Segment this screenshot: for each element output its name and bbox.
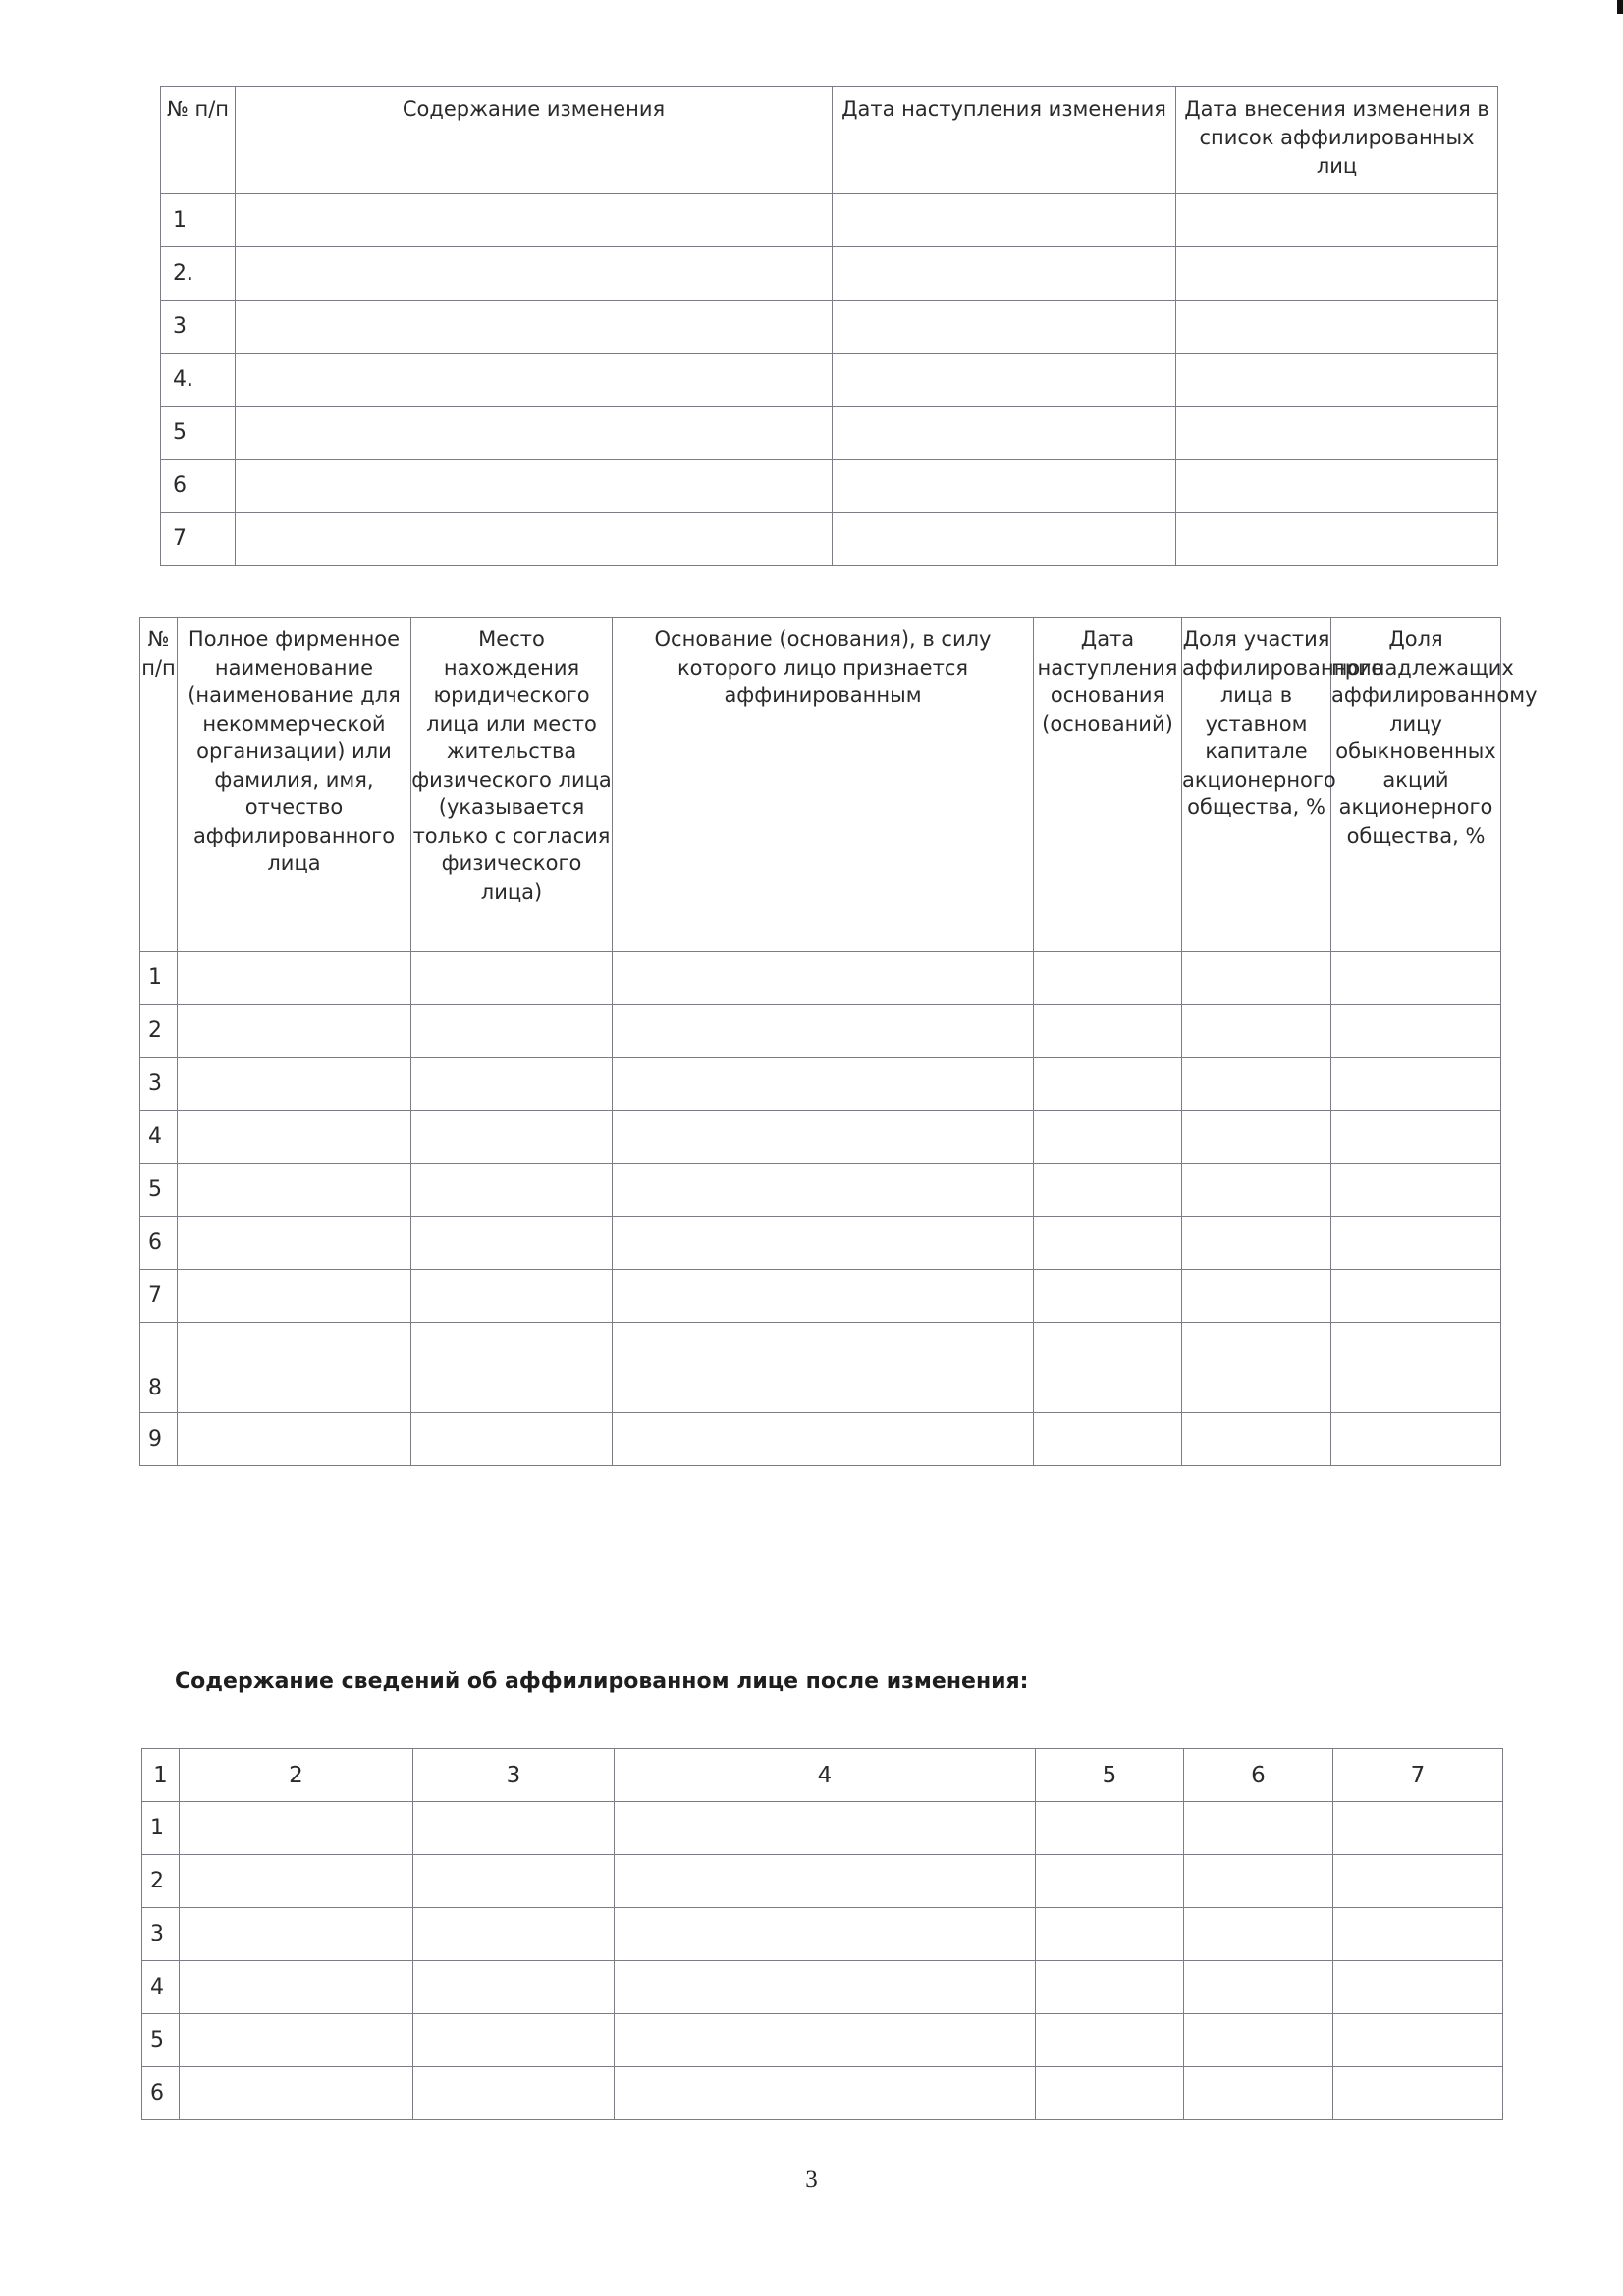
row-number: 4.	[161, 354, 236, 407]
row-number: 3	[161, 301, 236, 354]
row-number: 8	[140, 1323, 178, 1413]
header-basis-date: Дата наступления основания (оснований)	[1034, 618, 1182, 952]
table-row	[140, 952, 1501, 1005]
cell-basis-date[interactable]	[1034, 1270, 1182, 1323]
cell-capital-share[interactable]	[1184, 2014, 1333, 2067]
cell-shares-share[interactable]	[1333, 2067, 1503, 2120]
row-number: 9	[140, 1413, 178, 1466]
cell-basis[interactable]	[613, 1217, 1034, 1270]
cell-change-content[interactable]	[236, 460, 833, 513]
affiliate-before-table	[139, 617, 1538, 1466]
cell-full-name[interactable]	[180, 2067, 413, 2120]
cell-location[interactable]	[411, 1005, 613, 1058]
header-entry-date: Дата внесения изменения в список аффилированных лиц	[1176, 87, 1498, 194]
cell-basis-date[interactable]	[1034, 952, 1182, 1005]
row-number: 7	[161, 513, 236, 566]
cell-entry-date[interactable]	[1176, 194, 1498, 247]
cell-location[interactable]	[413, 1802, 615, 1855]
cell-full-name[interactable]	[178, 1005, 411, 1058]
header-change-content: Содержание изменения	[236, 87, 833, 194]
table-row	[142, 1908, 1503, 1961]
cell-full-name[interactable]	[180, 1855, 413, 1908]
header-number: № п/п	[161, 87, 236, 194]
cell-location[interactable]	[413, 2067, 615, 2120]
cell-basis-date[interactable]	[1036, 2067, 1184, 2120]
cell-basis-date[interactable]	[1034, 1005, 1182, 1058]
column-number-1: 1	[142, 1749, 180, 1802]
cell-basis[interactable]	[615, 1802, 1036, 1855]
changes-table-header-row	[161, 87, 1498, 194]
row-number: 4	[140, 1111, 178, 1164]
table-row	[140, 1217, 1501, 1270]
cell-entry-date[interactable]	[1176, 301, 1498, 354]
cell-full-name[interactable]	[180, 2014, 413, 2067]
cell-change-date[interactable]	[833, 247, 1176, 301]
row-number: 3	[140, 1058, 178, 1111]
cell-basis[interactable]	[615, 2067, 1036, 2120]
table-row	[140, 1111, 1501, 1164]
cell-shares-share[interactable]	[1331, 1164, 1501, 1217]
cell-basis-date[interactable]	[1034, 1413, 1182, 1466]
cell-shares-share[interactable]	[1333, 1961, 1503, 2014]
cell-location[interactable]	[413, 1855, 615, 1908]
cell-basis[interactable]	[613, 1058, 1034, 1111]
cell-capital-share[interactable]	[1184, 2067, 1333, 2120]
changes-table	[160, 86, 1498, 566]
cell-shares-share[interactable]	[1333, 1855, 1503, 1908]
cell-full-name[interactable]	[178, 1270, 411, 1323]
cell-shares-share[interactable]	[1331, 952, 1501, 1005]
cell-capital-share[interactable]	[1182, 1270, 1331, 1323]
cell-full-name[interactable]	[178, 1217, 411, 1270]
cell-location[interactable]	[413, 1961, 615, 2014]
column-number-4: 4	[615, 1749, 1036, 1802]
table-row	[142, 1855, 1503, 1908]
cell-basis[interactable]	[613, 1270, 1034, 1323]
cell-shares-share[interactable]	[1331, 1111, 1501, 1164]
cell-shares-share[interactable]	[1333, 2014, 1503, 2067]
table-row	[142, 1802, 1503, 1855]
cell-capital-share[interactable]	[1182, 1323, 1331, 1413]
column-number-3: 3	[413, 1749, 615, 1802]
cell-location[interactable]	[411, 1323, 613, 1413]
table-row	[142, 2067, 1503, 2120]
cell-capital-share[interactable]	[1182, 952, 1331, 1005]
cell-basis[interactable]	[615, 1961, 1036, 2014]
cell-full-name[interactable]	[180, 1908, 413, 1961]
cell-location[interactable]	[413, 1908, 615, 1961]
table-row	[142, 2014, 1503, 2067]
cell-capital-share[interactable]	[1184, 1855, 1333, 1908]
table-row	[140, 1270, 1501, 1323]
cell-change-date[interactable]	[833, 513, 1176, 566]
page-number: 3	[805, 2166, 818, 2193]
cell-entry-date[interactable]	[1176, 407, 1498, 460]
cell-basis-date[interactable]	[1034, 1058, 1182, 1111]
cell-basis[interactable]	[613, 1323, 1034, 1413]
cell-shares-share[interactable]	[1331, 1005, 1501, 1058]
cell-location[interactable]	[411, 1164, 613, 1217]
cell-capital-share[interactable]	[1184, 1802, 1333, 1855]
cell-capital-share[interactable]	[1182, 1217, 1331, 1270]
row-number: 7	[140, 1270, 178, 1323]
row-number: 5	[161, 407, 236, 460]
cell-entry-date[interactable]	[1176, 460, 1498, 513]
column-number-7: 7	[1333, 1749, 1503, 1802]
column-number-5: 5	[1036, 1749, 1184, 1802]
table-row	[161, 247, 1498, 301]
cell-location[interactable]	[411, 1111, 613, 1164]
cell-location[interactable]	[411, 1058, 613, 1111]
table-row	[140, 1413, 1501, 1466]
cell-shares-share[interactable]	[1333, 1802, 1503, 1855]
cell-full-name[interactable]	[178, 952, 411, 1005]
cell-basis-date[interactable]	[1036, 2014, 1184, 2067]
cell-location[interactable]	[411, 1413, 613, 1466]
cell-basis[interactable]	[613, 1111, 1034, 1164]
affiliate-after-table	[141, 1748, 1503, 2120]
table-row	[161, 301, 1498, 354]
row-number: 3	[142, 1908, 180, 1961]
cell-change-content[interactable]	[236, 247, 833, 301]
cell-shares-share[interactable]	[1331, 1217, 1501, 1270]
cell-shares-share[interactable]	[1331, 1323, 1501, 1413]
table-row	[161, 460, 1498, 513]
row-number: 2.	[161, 247, 236, 301]
cell-basis-date[interactable]	[1036, 1802, 1184, 1855]
cell-capital-share[interactable]	[1182, 1111, 1331, 1164]
cell-shares-share[interactable]	[1331, 1270, 1501, 1323]
row-number: 2	[140, 1005, 178, 1058]
header-shares-share: Доля принадлежащих аффилированному лицу обыкновенных акций акционерного общества, %	[1331, 618, 1501, 952]
table-row	[161, 407, 1498, 460]
cell-basis-date[interactable]	[1034, 1323, 1182, 1413]
header-location: Место нахождения юридического лица или место жительства физического лица (указывается только с согласия физического лица)	[411, 618, 613, 952]
cell-entry-date[interactable]	[1176, 354, 1498, 407]
cell-change-content[interactable]	[236, 194, 833, 247]
cell-change-content[interactable]	[236, 301, 833, 354]
header-full-name: Полное фирменное наименование (наименование для некоммерческой организации) или фамилия, имя, отчество аффилированного лица	[178, 618, 411, 952]
cell-full-name[interactable]	[180, 1802, 413, 1855]
cell-full-name[interactable]	[178, 1164, 411, 1217]
cell-basis[interactable]	[615, 1855, 1036, 1908]
cell-basis[interactable]	[613, 1005, 1034, 1058]
cell-basis-date[interactable]	[1034, 1111, 1182, 1164]
row-number: 6	[161, 460, 236, 513]
cell-basis-date[interactable]	[1034, 1217, 1182, 1270]
cell-capital-share[interactable]	[1182, 1413, 1331, 1466]
cell-change-date[interactable]	[833, 301, 1176, 354]
cell-location[interactable]	[413, 2014, 615, 2067]
header-number: № п/п	[140, 618, 178, 952]
cell-basis[interactable]	[613, 1413, 1034, 1466]
column-number-2: 2	[180, 1749, 413, 1802]
cell-basis-date[interactable]	[1034, 1164, 1182, 1217]
cell-change-content[interactable]	[236, 407, 833, 460]
row-number: 1	[161, 194, 236, 247]
table-row	[161, 513, 1498, 566]
cell-change-date[interactable]	[833, 354, 1176, 407]
column-number-header-row	[142, 1749, 1503, 1802]
cell-full-name[interactable]	[180, 1961, 413, 2014]
table-row	[142, 1961, 1503, 2014]
row-number: 6	[142, 2067, 180, 2120]
header-basis: Основание (основания), в силу которого лицо признается аффинированным	[613, 618, 1034, 952]
row-number: 4	[142, 1961, 180, 2014]
table-row	[140, 1323, 1501, 1413]
cell-shares-share[interactable]	[1331, 1058, 1501, 1111]
table-row	[161, 354, 1498, 407]
cell-change-date[interactable]	[833, 407, 1176, 460]
cell-change-date[interactable]	[833, 460, 1176, 513]
cell-capital-share[interactable]	[1182, 1005, 1331, 1058]
cell-shares-share[interactable]	[1333, 1908, 1503, 1961]
table-row	[140, 1005, 1501, 1058]
row-number: 1	[140, 952, 178, 1005]
row-number: 5	[142, 2014, 180, 2067]
cell-shares-share[interactable]	[1331, 1413, 1501, 1466]
header-capital-share: Доля участия аффилированного лица в уставном капитале акционерного общества, %	[1182, 618, 1331, 952]
cell-location[interactable]	[411, 952, 613, 1005]
cell-full-name[interactable]	[178, 1413, 411, 1466]
cell-capital-share[interactable]	[1184, 1961, 1333, 2014]
cell-capital-share[interactable]	[1182, 1058, 1331, 1111]
cell-location[interactable]	[411, 1270, 613, 1323]
row-number: 2	[142, 1855, 180, 1908]
cell-basis[interactable]	[613, 952, 1034, 1005]
cell-full-name[interactable]	[178, 1323, 411, 1413]
cell-change-content[interactable]	[236, 354, 833, 407]
cell-change-date[interactable]	[833, 194, 1176, 247]
scan-edge-mark	[1617, 0, 1623, 14]
table-row	[140, 1164, 1501, 1217]
table-row	[161, 194, 1498, 247]
cell-entry-date[interactable]	[1176, 247, 1498, 301]
row-number: 5	[140, 1164, 178, 1217]
affiliate-table-header-row	[140, 618, 1501, 952]
cell-basis-date[interactable]	[1036, 1961, 1184, 2014]
cell-entry-date[interactable]	[1176, 513, 1498, 566]
row-number: 6	[140, 1217, 178, 1270]
cell-basis[interactable]	[615, 2014, 1036, 2067]
row-number: 1	[142, 1802, 180, 1855]
cell-basis-date[interactable]	[1036, 1908, 1184, 1961]
cell-basis[interactable]	[613, 1164, 1034, 1217]
cell-full-name[interactable]	[178, 1058, 411, 1111]
header-change-date: Дата наступления изменения	[833, 87, 1176, 194]
cell-change-content[interactable]	[236, 513, 833, 566]
cell-capital-share[interactable]	[1182, 1164, 1331, 1217]
cell-full-name[interactable]	[178, 1111, 411, 1164]
cell-basis[interactable]	[615, 1908, 1036, 1961]
column-number-6: 6	[1184, 1749, 1333, 1802]
cell-location[interactable]	[411, 1217, 613, 1270]
cell-basis-date[interactable]	[1036, 1855, 1184, 1908]
table-row	[140, 1058, 1501, 1111]
section-heading: Содержание сведений об аффилированном лице после изменения:	[175, 1669, 1029, 1694]
cell-capital-share[interactable]	[1184, 1908, 1333, 1961]
